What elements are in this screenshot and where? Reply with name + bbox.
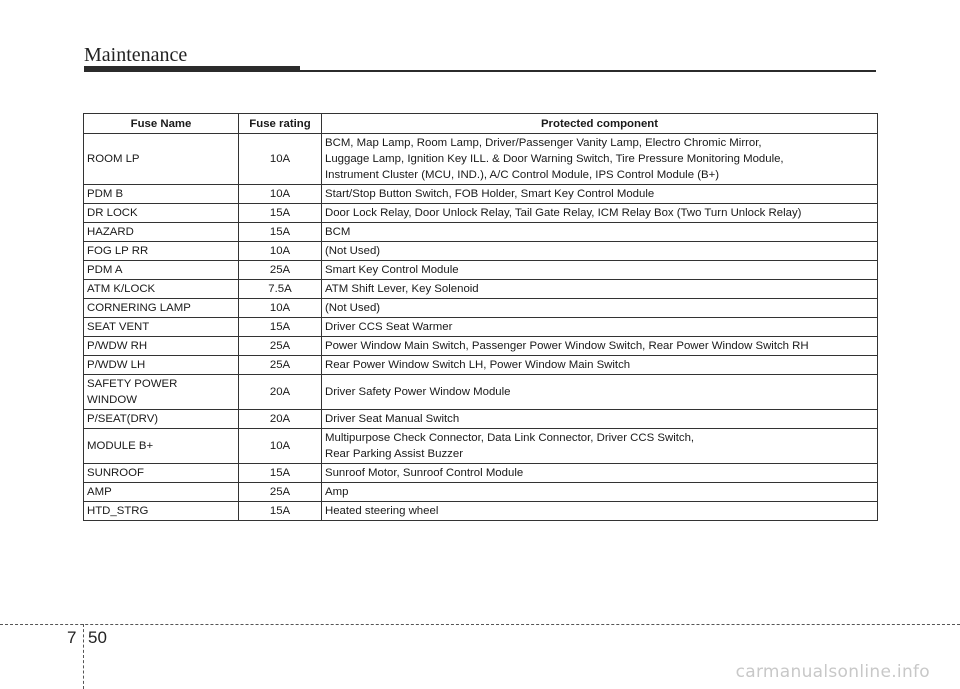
fuse-rating-cell: 10A (239, 134, 322, 185)
header-rule-thick (84, 66, 300, 72)
fuse-rating-cell: 10A (239, 299, 322, 318)
fuse-name-cell: ATM K/LOCK (84, 280, 239, 299)
protected-component-cell: Start/Stop Button Switch, FOB Holder, Smart Key Control Module (322, 185, 878, 204)
watermark: carmanualsonline.info (735, 662, 930, 682)
table-row (84, 429, 878, 464)
fuse-rating-cell: 15A (239, 318, 322, 337)
table-row (84, 318, 878, 337)
table-row (84, 261, 878, 280)
fuse-table (83, 113, 878, 521)
protected-component-cell: BCM (322, 223, 878, 242)
table-row (84, 483, 878, 502)
fuse-name-cell: SEAT VENT (84, 318, 239, 337)
fuse-name-cell: SAFETY POWER WINDOW (84, 375, 239, 410)
table-row (84, 204, 878, 223)
header-rule-thin (300, 70, 876, 72)
protected-component-cell: ATM Shift Lever, Key Solenoid (322, 280, 878, 299)
fuse-rating-cell: 15A (239, 502, 322, 521)
footer-vertical-divider (83, 624, 84, 689)
fuse-name-cell: P/WDW RH (84, 337, 239, 356)
protected-component-cell: (Not Used) (322, 299, 878, 318)
fuse-name-cell: SUNROOF (84, 464, 239, 483)
table-row (84, 464, 878, 483)
footer-divider (0, 624, 960, 625)
protected-component-cell: Rear Power Window Switch LH, Power Window Main Switch (322, 356, 878, 375)
fuse-rating-cell: 10A (239, 429, 322, 464)
fuse-rating-cell: 15A (239, 204, 322, 223)
page-number: 50 (88, 628, 107, 647)
protected-component-cell: Driver Safety Power Window Module (322, 375, 878, 410)
fuse-name-cell: P/WDW LH (84, 356, 239, 375)
column-header-fuse-name: Fuse Name (84, 114, 239, 134)
chapter-number: 7 (67, 628, 77, 647)
table-row (84, 356, 878, 375)
protected-component-cell: Driver CCS Seat Warmer (322, 318, 878, 337)
fuse-rating-cell: 25A (239, 261, 322, 280)
protected-component-cell: Multipurpose Check Connector, Data Link Connector, Driver CCS Switch, Rear Parking Assist Buzzer (322, 429, 878, 464)
fuse-rating-cell: 15A (239, 223, 322, 242)
fuse-name-cell: DR LOCK (84, 204, 239, 223)
fuse-rating-cell: 10A (239, 185, 322, 204)
fuse-name-cell: MODULE B+ (84, 429, 239, 464)
fuse-name-cell: PDM A (84, 261, 239, 280)
fuse-rating-cell: 20A (239, 410, 322, 429)
table-row (84, 280, 878, 299)
fuse-table-body (84, 134, 878, 521)
fuse-name-cell: CORNERING LAMP (84, 299, 239, 318)
fuse-name-cell: ROOM LP (84, 134, 239, 185)
fuse-name-cell: AMP (84, 483, 239, 502)
protected-component-cell: BCM, Map Lamp, Room Lamp, Driver/Passenger Vanity Lamp, Electro Chromic Mirror, Luggage Lamp, Ignition Key ILL. & Door Warning Switch, Tire Pressure Monitoring Module, Instrument Cluster (MCU, IND.), A/C Control Module, IPS Control Module (B+) (322, 134, 878, 185)
protected-component-cell: Door Lock Relay, Door Unlock Relay, Tail Gate Relay, ICM Relay Box (Two Turn Unlock Relay) (322, 204, 878, 223)
protected-component-cell: Driver Seat Manual Switch (322, 410, 878, 429)
table-row (84, 242, 878, 261)
table-row (84, 337, 878, 356)
fuse-name-cell: HAZARD (84, 223, 239, 242)
column-header-fuse-rating: Fuse rating (239, 114, 322, 134)
table-row (84, 134, 878, 185)
fuse-name-cell: FOG LP RR (84, 242, 239, 261)
fuse-rating-cell: 25A (239, 356, 322, 375)
page-title: Maintenance (84, 44, 188, 66)
fuse-rating-cell: 15A (239, 464, 322, 483)
table-header-row (84, 114, 878, 134)
table-row (84, 375, 878, 410)
fuse-rating-cell: 25A (239, 483, 322, 502)
fuse-rating-cell: 7.5A (239, 280, 322, 299)
table-row (84, 299, 878, 318)
table-row (84, 185, 878, 204)
table-row (84, 223, 878, 242)
column-header-protected-component: Protected component (322, 114, 878, 134)
protected-component-cell: Heated steering wheel (322, 502, 878, 521)
fuse-rating-cell: 25A (239, 337, 322, 356)
fuse-name-cell: P/SEAT(DRV) (84, 410, 239, 429)
protected-component-cell: Sunroof Motor, Sunroof Control Module (322, 464, 878, 483)
fuse-name-cell: HTD_STRG (84, 502, 239, 521)
table-row (84, 502, 878, 521)
fuse-rating-cell: 20A (239, 375, 322, 410)
protected-component-cell: Smart Key Control Module (322, 261, 878, 280)
fuse-name-cell: PDM B (84, 185, 239, 204)
protected-component-cell: Amp (322, 483, 878, 502)
fuse-rating-cell: 10A (239, 242, 322, 261)
protected-component-cell: (Not Used) (322, 242, 878, 261)
protected-component-cell: Power Window Main Switch, Passenger Power Window Switch, Rear Power Window Switch RH (322, 337, 878, 356)
table-row (84, 410, 878, 429)
